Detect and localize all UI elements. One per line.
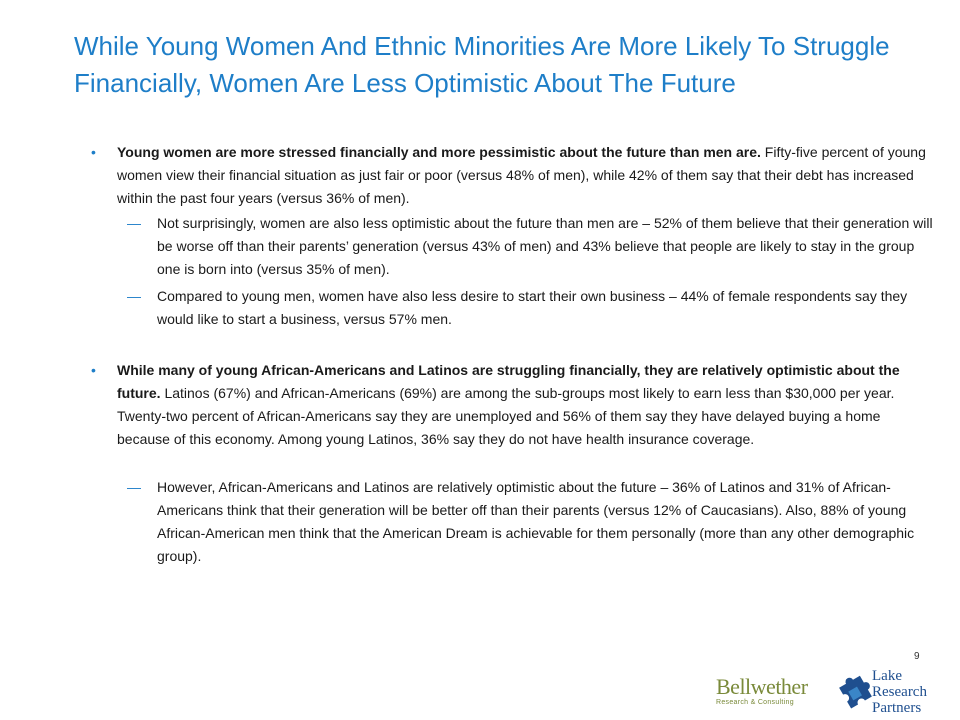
puzzle-icon — [836, 670, 876, 716]
sub-bullet-text: Compared to young men, women have also less desire to start their own business – 44% of female respondents say they would like to start a business, versus 57% men. — [157, 288, 908, 327]
lake-logo-line3: Partners — [872, 700, 922, 716]
lake-research-logo — [836, 668, 956, 718]
bellwether-logo — [716, 676, 816, 716]
bullet-dot: • — [91, 362, 96, 378]
bellwether-logo-tagline: Research & Consulting — [716, 699, 794, 706]
lake-research-logo-words — [872, 668, 927, 716]
page-number: 9 — [914, 651, 920, 662]
sub-bullet-minority-optimism — [127, 476, 935, 568]
bullet-dot: • — [91, 144, 96, 160]
sub-bullet-optimism — [127, 212, 935, 281]
lake-logo-line1: Lake — [872, 668, 902, 684]
sub-bullet-text: However, African-Americans and Latinos are relatively optimistic about the future – 36% of Latinos and 31% of African-Americans think that their generation will be better off than their parents (versus 12% of Caucasians). Also, 88% of young African-American men think that the American Dream is achievable for them personally (more than any other demographic group). — [157, 479, 915, 564]
lake-logo-line2: Research — [872, 684, 927, 700]
sub-bullet-text: Not surprisingly, women are also less optimistic about the future than men are – 52% of them believe that their generation will be worse off than their parents’ generation (versus 43% of men) and 43% believe that people are likely to stay in the group one is born into (versus 35% of men). — [157, 215, 933, 277]
bullet-text: Latinos (67%) and African-Americans (69%) are among the sub-groups most likely to earn less than $30,000 per year. Twenty-two percent of African-Americans say they are unemployed and 56% of them say they have delayed buying a home because of this economy. Among young Latinos, 36% say they do not have health insurance coverage. — [117, 385, 895, 447]
bellwether-logo-name: Bellwether — [716, 674, 808, 699]
slide-title: While Young Women And Ethnic Minorities Are More Likely To Struggle Financially, Women Are Less Optimistic About The Future — [74, 31, 890, 98]
bullet-bold-lead: While many of young African-Americans and Latinos are struggling financially, they are relatively optimistic about the future. — [117, 362, 900, 401]
sub-bullet-dash: — — [127, 288, 141, 304]
bullet-women — [91, 141, 935, 210]
bullet-bold-lead: Young women are more stressed financially and more pessimistic about the future than men are. — [117, 144, 761, 160]
sub-bullet-dash: — — [127, 215, 141, 231]
bullet-minorities — [91, 359, 935, 451]
sub-bullet-dash: — — [127, 479, 141, 495]
sub-bullet-business — [127, 285, 935, 331]
bullet-text: Fifty-five percent of young women view their financial situation as just fair or poor (versus 48% of men), while 42% of them say that their debt has increased within the past four years (versus 36% of men). — [117, 144, 926, 206]
